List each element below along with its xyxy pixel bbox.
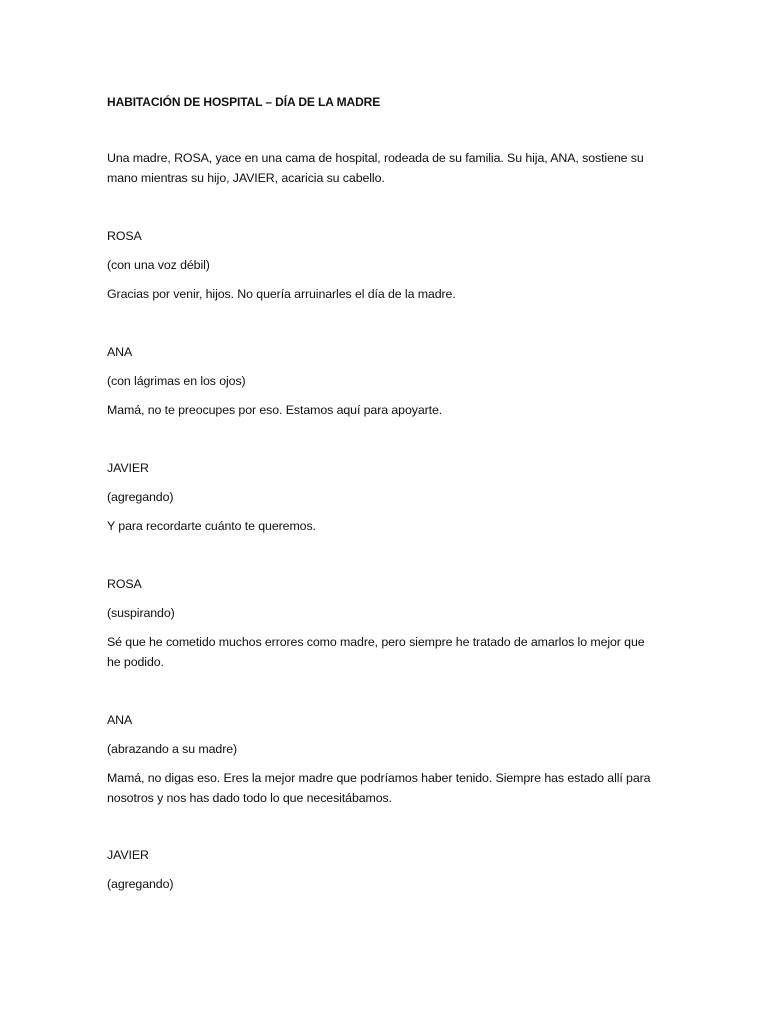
- speaker-name: ROSA: [107, 229, 142, 243]
- stage-direction: (abrazando a su madre): [107, 742, 238, 756]
- stage-direction: (agregando): [107, 490, 174, 504]
- stage-direction: (suspirando): [107, 606, 175, 620]
- speaker-name: ROSA: [107, 577, 142, 591]
- speaker-name: JAVIER: [107, 461, 149, 475]
- speaker-name: JAVIER: [107, 848, 149, 862]
- speaker-name: ANA: [107, 345, 133, 359]
- scene-description: Una madre, ROSA, yace en una cama de hospital, rodeada de su familia. Su hija, ANA, sostiene su mano mientras su hijo, JAVIER, acaricia su cabello.: [107, 151, 644, 185]
- scene-heading: HABITACIÓN DE HOSPITAL – DÍA DE LA MADRE: [107, 95, 381, 109]
- dialogue-line: Gracias por venir, hijos. No quería arruinarles el día de la madre.: [107, 287, 456, 301]
- stage-direction: (con una voz débil): [107, 258, 210, 272]
- stage-direction: (agregando): [107, 877, 174, 891]
- speaker-name: ANA: [107, 713, 133, 727]
- dialogue-line: Sé que he cometido muchos errores como madre, pero siempre he tratado de amarlos lo mejor que he podido.: [107, 635, 645, 669]
- dialogue-line: Mamá, no digas eso. Eres la mejor madre que podríamos haber tenido. Siempre has estado allí para nosotros y nos has dado todo lo que necesitábamos.: [107, 771, 651, 805]
- stage-direction: (con lágrimas en los ojos): [107, 374, 246, 388]
- dialogue-line: Y para recordarte cuánto te queremos.: [107, 519, 316, 533]
- dialogue-line: Mamá, no te preocupes por eso. Estamos aquí para apoyarte.: [107, 403, 443, 417]
